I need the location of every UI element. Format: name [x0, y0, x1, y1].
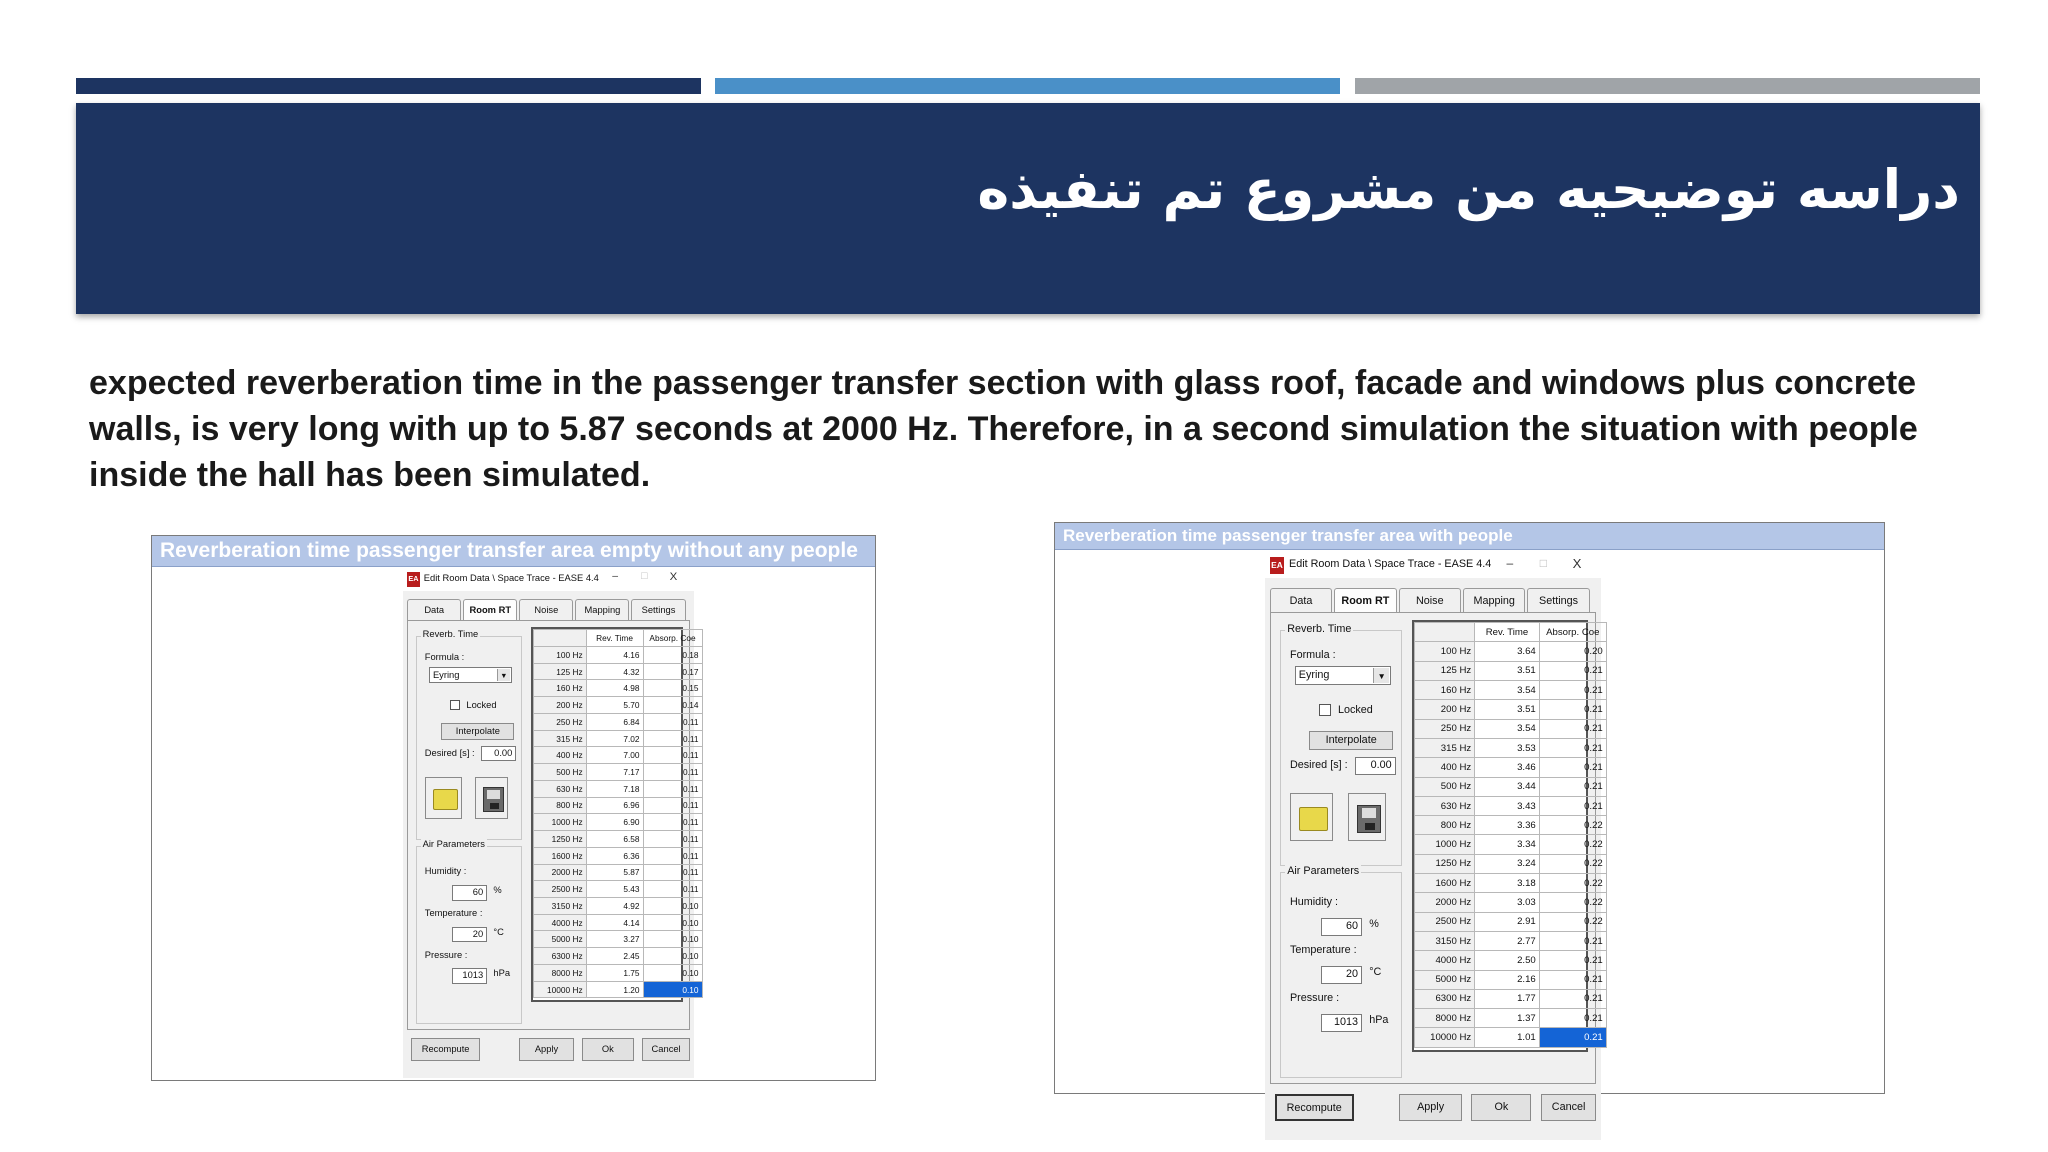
table-row[interactable] [533, 713, 702, 730]
rev-time-cell[interactable]: 3.54 [1475, 719, 1540, 738]
table-row[interactable] [1415, 854, 1606, 873]
tab-panel-room-rt [1270, 612, 1603, 1084]
frequency-cell: 1250 Hz [1415, 854, 1475, 873]
table-row[interactable] [1415, 738, 1606, 757]
table-row[interactable] [1415, 989, 1606, 1008]
frequency-cell: 4000 Hz [533, 914, 586, 931]
rev-time-cell[interactable]: 7.18 [586, 780, 643, 797]
frequency-cell: 1250 Hz [533, 831, 586, 848]
frequency-cell: 2500 Hz [1415, 912, 1475, 931]
table-row[interactable] [1415, 931, 1606, 950]
body-line: inside the hall has been simulated. [89, 456, 651, 494]
temperature-input[interactable]: 20 [1321, 966, 1362, 984]
body-line: walls, is very long with up to 5.87 seconds at 2000 Hz. Therefore, in a second simulation the situation with people [89, 410, 1918, 448]
desired-input[interactable]: 0.00 [1355, 757, 1396, 775]
tab-room-rt[interactable]: Room RT [463, 599, 517, 620]
frequency-cell: 800 Hz [1415, 816, 1475, 835]
ok-button[interactable]: Ok [582, 1038, 634, 1061]
table-header-row [533, 630, 702, 647]
rev-time-cell[interactable]: 3.43 [1475, 796, 1540, 815]
frequency-cell: 1600 Hz [533, 847, 586, 864]
tab-settings[interactable]: Settings [1527, 588, 1589, 612]
title-banner [76, 103, 1980, 314]
frequency-cell: 1000 Hz [1415, 835, 1475, 854]
rev-time-cell[interactable]: 4.32 [586, 663, 643, 680]
temperature-label: Temperature : [1289, 944, 1357, 957]
frequency-cell: 200 Hz [533, 697, 586, 714]
table-row[interactable] [533, 814, 702, 831]
humidity-label: Humidity : [424, 866, 467, 877]
rev-time-cell[interactable]: 7.02 [586, 730, 643, 747]
frequency-cell: 200 Hz [1415, 700, 1475, 719]
table-row[interactable] [1415, 796, 1606, 815]
frequency-cell: 8000 Hz [533, 964, 586, 981]
table-row[interactable] [533, 948, 702, 965]
rev-time-cell[interactable]: 6.36 [586, 847, 643, 864]
absorp-coeff-cell[interactable]: 0.11 [643, 713, 702, 730]
table-row[interactable] [533, 747, 702, 764]
ok-button[interactable]: Ok [1471, 1094, 1531, 1120]
rev-time-cell[interactable]: 3.46 [1475, 758, 1540, 777]
reverb-time-group-label: Reverb. Time [422, 629, 479, 640]
tab-data[interactable]: Data [1270, 588, 1332, 612]
absorp-coeff-cell[interactable]: 0.22 [1539, 874, 1606, 893]
table-row[interactable] [1415, 912, 1606, 931]
chevron-down-icon[interactable]: ▼ [1373, 668, 1388, 683]
rev-time-cell[interactable]: 3.18 [1475, 874, 1540, 893]
open-file-button[interactable] [425, 777, 462, 819]
tab-data[interactable]: Data [407, 599, 461, 620]
absorp-coeff-cell[interactable]: 0.21 [1539, 796, 1606, 815]
interpolate-button[interactable]: Interpolate [441, 723, 514, 740]
frequency-cell: 160 Hz [1415, 681, 1475, 700]
table-row[interactable] [533, 646, 702, 663]
tab-noise[interactable]: Noise [1399, 588, 1461, 612]
floppy-shutter [490, 803, 498, 809]
frequency-cell: 315 Hz [1415, 738, 1475, 757]
absorp-coeff-cell[interactable]: 0.10 [643, 964, 702, 981]
absorp-coeff-cell[interactable]: 0.21 [1539, 1028, 1606, 1047]
formula-select[interactable] [429, 667, 512, 684]
rev-time-cell[interactable]: 3.36 [1475, 816, 1540, 835]
absorp-coeff-cell[interactable]: 0.22 [1539, 912, 1606, 931]
table-row[interactable] [533, 897, 702, 914]
rev-time-cell[interactable]: 1.37 [1475, 1009, 1540, 1028]
locked-label: Locked [466, 700, 497, 711]
frequency-cell: 630 Hz [1415, 796, 1475, 815]
reverb-time-grid [533, 629, 703, 998]
absorp-coeff-cell[interactable]: 0.11 [643, 764, 702, 781]
reverb-time-group-label: Reverb. Time [1287, 622, 1352, 635]
frequency-cell: 10000 Hz [533, 981, 586, 998]
floppy-disk-icon [1357, 805, 1381, 833]
absorp-coeff-cell[interactable]: 0.22 [1539, 816, 1606, 835]
absorp-coeff-cell[interactable]: 0.22 [1539, 854, 1606, 873]
close-button[interactable]: X [669, 571, 678, 584]
rev-time-cell[interactable]: 3.64 [1475, 642, 1540, 661]
dialog-titlebar [403, 568, 694, 591]
table-row[interactable] [533, 797, 702, 814]
absorp-coeff-cell[interactable]: 0.11 [643, 797, 702, 814]
rev-time-cell[interactable]: 6.90 [586, 814, 643, 831]
absorp-coeff-cell[interactable]: 0.17 [643, 663, 702, 680]
tab-strip [407, 599, 687, 620]
temperature-unit: °C [493, 926, 504, 937]
interpolate-button[interactable]: Interpolate [1309, 731, 1393, 750]
absorp-coeff-cell[interactable]: 0.15 [643, 680, 702, 697]
table-row[interactable] [1415, 835, 1606, 854]
apply-button[interactable]: Apply [519, 1038, 573, 1061]
rev-time-cell[interactable]: 3.54 [1475, 681, 1540, 700]
absorp-coeff-cell[interactable]: 0.21 [1539, 738, 1606, 757]
absorp-coeff-cell[interactable]: 0.21 [1539, 1009, 1606, 1028]
frequency-cell: 3150 Hz [533, 897, 586, 914]
table-row[interactable] [1415, 661, 1606, 680]
absorp-coeff-cell[interactable]: 0.10 [643, 948, 702, 965]
absorp-coeff-cell[interactable]: 0.21 [1539, 719, 1606, 738]
floppy-label [487, 790, 499, 798]
absorp-coeff-cell[interactable]: 0.20 [1539, 642, 1606, 661]
rev-time-cell[interactable]: 7.17 [586, 764, 643, 781]
absorp-coeff-header: Absorp. Coe [1539, 623, 1606, 642]
formula-value: Eyring [432, 669, 460, 680]
pressure-input[interactable]: 1013 [452, 968, 487, 984]
absorp-coeff-cell[interactable]: 0.11 [643, 747, 702, 764]
corner-header [533, 630, 586, 647]
rev-time-cell[interactable]: 4.16 [586, 646, 643, 663]
absorp-coeff-cell[interactable]: 0.11 [643, 780, 702, 797]
screenshot-1 [151, 535, 876, 1081]
absorp-coeff-cell[interactable]: 0.11 [643, 831, 702, 848]
reverb-time-grid [1414, 622, 1606, 1048]
cancel-button[interactable]: Cancel [1541, 1094, 1596, 1120]
table-row[interactable] [1415, 970, 1606, 989]
desired-input[interactable]: 0.00 [481, 746, 516, 762]
temperature-unit: °C [1369, 965, 1382, 978]
table-row[interactable] [533, 764, 702, 781]
maximize-button[interactable]: □ [1539, 555, 1548, 570]
rev-time-cell[interactable]: 2.50 [1475, 951, 1540, 970]
table-row[interactable] [1415, 816, 1606, 835]
frequency-cell: 125 Hz [533, 663, 586, 680]
absorp-coeff-cell[interactable]: 0.10 [643, 914, 702, 931]
app-icon: EA [407, 572, 419, 587]
absorp-coeff-cell[interactable]: 0.10 [643, 981, 702, 998]
table-row[interactable] [533, 831, 702, 848]
frequency-cell: 1000 Hz [533, 814, 586, 831]
table-row[interactable] [533, 914, 702, 931]
frequency-cell: 800 Hz [533, 797, 586, 814]
frequency-cell: 1600 Hz [1415, 874, 1475, 893]
air-parameters-group-label: Air Parameters [422, 839, 485, 850]
formula-select[interactable] [1295, 666, 1391, 685]
app-icon: EA [1270, 557, 1284, 574]
dialog-titlebar [1265, 552, 1601, 578]
frequency-cell: 4000 Hz [1415, 951, 1475, 970]
rev-time-cell[interactable]: 3.53 [1475, 738, 1540, 757]
recompute-button[interactable]: Recompute [411, 1038, 480, 1061]
frequency-cell: 250 Hz [1415, 719, 1475, 738]
save-file-button[interactable] [1348, 793, 1386, 841]
frequency-cell: 400 Hz [1415, 758, 1475, 777]
temperature-label: Temperature : [424, 908, 483, 919]
pressure-input[interactable]: 1013 [1321, 1014, 1362, 1032]
rev-time-cell[interactable]: 2.16 [1475, 970, 1540, 989]
table-row[interactable] [1415, 1028, 1606, 1047]
rev-time-cell[interactable]: 7.00 [586, 747, 643, 764]
accent-bar-blue [715, 78, 1340, 94]
dialog-title: Edit Room Data \ Space Trace - EASE 4.4 [423, 573, 599, 584]
table-row[interactable] [1415, 758, 1606, 777]
frequency-cell: 400 Hz [533, 747, 586, 764]
humidity-input[interactable]: 60 [1321, 918, 1362, 936]
absorp-coeff-cell[interactable]: 0.21 [1539, 970, 1606, 989]
humidity-unit: % [1369, 917, 1379, 930]
table-row[interactable] [533, 730, 702, 747]
slide-title: دراسه توضيحيه من مشروع تم تنفيذه [977, 158, 1960, 221]
absorp-coeff-cell[interactable]: 0.11 [643, 881, 702, 898]
save-file-button[interactable] [475, 777, 508, 819]
rev-time-cell[interactable]: 6.84 [586, 713, 643, 730]
rev-time-cell[interactable]: 1.77 [1475, 989, 1540, 1008]
humidity-input[interactable]: 60 [452, 885, 487, 901]
table-row[interactable] [533, 680, 702, 697]
accent-bar-dark [76, 78, 701, 94]
air-parameters-group-label: Air Parameters [1287, 865, 1360, 877]
frequency-cell: 3150 Hz [1415, 931, 1475, 950]
absorp-coeff-cell[interactable]: 0.21 [1539, 777, 1606, 796]
frequency-cell: 125 Hz [1415, 661, 1475, 680]
tab-mapping[interactable]: Mapping [575, 599, 629, 620]
maximize-button[interactable]: □ [641, 571, 648, 583]
table-row[interactable] [533, 697, 702, 714]
pressure-label: Pressure : [1289, 992, 1340, 1005]
absorp-coeff-cell[interactable]: 0.21 [1539, 931, 1606, 950]
tab-settings[interactable]: Settings [631, 599, 685, 620]
table-row[interactable] [1415, 951, 1606, 970]
absorp-coeff-cell[interactable]: 0.14 [643, 697, 702, 714]
rev-time-cell[interactable]: 2.91 [1475, 912, 1540, 931]
rev-time-cell[interactable]: 5.43 [586, 881, 643, 898]
rev-time-cell[interactable]: 5.87 [586, 864, 643, 881]
pressure-label: Pressure : [424, 949, 468, 960]
absorp-coeff-cell[interactable]: 0.21 [1539, 681, 1606, 700]
table-row[interactable] [1415, 777, 1606, 796]
frequency-cell: 5000 Hz [533, 931, 586, 948]
absorp-coeff-header: Absorp. Coe [643, 630, 702, 647]
locked-label: Locked [1337, 704, 1373, 717]
locked-checkbox[interactable] [1319, 704, 1331, 716]
tab-noise[interactable]: Noise [519, 599, 573, 620]
reverb-time-table[interactable] [531, 627, 699, 1001]
rev-time-cell[interactable]: 4.92 [586, 897, 643, 914]
frequency-cell: 8000 Hz [1415, 1009, 1475, 1028]
frequency-cell: 2000 Hz [533, 864, 586, 881]
locked-checkbox[interactable] [450, 700, 460, 710]
absorp-coeff-cell[interactable]: 0.11 [643, 864, 702, 881]
table-row[interactable] [1415, 681, 1606, 700]
rev-time-cell[interactable]: 3.34 [1475, 835, 1540, 854]
frequency-cell: 6300 Hz [1415, 989, 1475, 1008]
tab-room-rt[interactable]: Room RT [1334, 588, 1396, 612]
rev-time-cell[interactable]: 5.70 [586, 697, 643, 714]
formula-label: Formula : [1289, 649, 1336, 661]
absorp-coeff-cell[interactable]: 0.10 [643, 897, 702, 914]
table-row[interactable] [1415, 1009, 1606, 1028]
rev-time-header: Rev. Time [586, 630, 643, 647]
screenshot-caption: Reverberation time passenger transfer area with people [1055, 523, 1884, 550]
corner-header [1415, 623, 1475, 642]
chevron-down-icon[interactable]: ▼ [497, 669, 510, 682]
frequency-cell: 630 Hz [533, 780, 586, 797]
rev-time-cell[interactable]: 1.01 [1475, 1028, 1540, 1047]
table-row[interactable] [533, 981, 702, 998]
frequency-cell: 2500 Hz [533, 881, 586, 898]
absorp-coeff-cell[interactable]: 0.22 [1539, 835, 1606, 854]
body-paragraph [89, 360, 1989, 498]
floppy-disk-icon [483, 787, 504, 812]
absorp-coeff-cell[interactable]: 0.21 [1539, 758, 1606, 777]
frequency-cell: 100 Hz [533, 646, 586, 663]
table-row[interactable] [533, 881, 702, 898]
rev-time-cell[interactable]: 3.03 [1475, 893, 1540, 912]
absorp-coeff-cell[interactable]: 0.21 [1539, 989, 1606, 1008]
minimize-button[interactable]: – [612, 571, 619, 583]
apply-button[interactable]: Apply [1399, 1094, 1461, 1120]
rev-time-cell[interactable]: 2.77 [1475, 931, 1540, 950]
table-row[interactable] [1415, 874, 1606, 893]
frequency-cell: 250 Hz [533, 713, 586, 730]
absorp-coeff-cell[interactable]: 0.10 [643, 931, 702, 948]
formula-value: Eyring [1298, 668, 1330, 681]
table-row[interactable] [533, 964, 702, 981]
frequency-cell: 500 Hz [1415, 777, 1475, 796]
rev-time-cell[interactable]: 3.51 [1475, 700, 1540, 719]
table-row[interactable] [533, 864, 702, 881]
absorp-coeff-cell[interactable]: 0.21 [1539, 661, 1606, 680]
table-row[interactable] [533, 780, 702, 797]
humidity-unit: % [493, 885, 502, 896]
frequency-cell: 100 Hz [1415, 642, 1475, 661]
frequency-cell: 2000 Hz [1415, 893, 1475, 912]
table-row[interactable] [1415, 642, 1606, 661]
tab-panel-room-rt [407, 620, 699, 1030]
body-line: expected reverberation time in the passenger transfer section with glass roof, facade and windows plus concrete [89, 364, 1917, 402]
rev-time-cell[interactable]: 1.75 [586, 964, 643, 981]
screenshot-2 [1054, 522, 1885, 1115]
frequency-cell: 500 Hz [533, 764, 586, 781]
table-row[interactable] [533, 931, 702, 948]
absorp-coeff-cell[interactable]: 0.21 [1539, 951, 1606, 970]
edit-room-data-dialog [1265, 552, 1601, 1140]
floppy-label [1362, 808, 1376, 818]
absorp-coeff-cell[interactable]: 0.22 [1539, 893, 1606, 912]
absorp-coeff-cell[interactable]: 0.11 [643, 730, 702, 747]
rev-time-cell[interactable]: 6.96 [586, 797, 643, 814]
accent-bar-gray [1355, 78, 1980, 94]
minimize-button[interactable]: – [1506, 555, 1514, 570]
rev-time-header: Rev. Time [1475, 623, 1540, 642]
pressure-unit: hPa [493, 968, 511, 979]
edit-room-data-dialog [403, 568, 699, 1078]
absorp-coeff-cell[interactable]: 0.11 [643, 847, 702, 864]
tab-mapping[interactable]: Mapping [1463, 588, 1525, 612]
pressure-unit: hPa [1369, 1013, 1389, 1026]
recompute-button[interactable]: Recompute [1275, 1094, 1354, 1120]
rev-time-cell[interactable]: 3.44 [1475, 777, 1540, 796]
formula-label: Formula : [424, 652, 465, 663]
rev-time-cell[interactable]: 3.51 [1475, 661, 1540, 680]
frequency-cell: 160 Hz [533, 680, 586, 697]
cancel-button[interactable]: Cancel [642, 1038, 690, 1061]
table-row[interactable] [1415, 893, 1606, 912]
close-button[interactable]: X [1572, 555, 1582, 571]
floppy-shutter [1365, 823, 1375, 830]
dialog-title: Edit Room Data \ Space Trace - EASE 4.4 [1289, 558, 1492, 570]
rev-time-cell[interactable]: 3.27 [586, 931, 643, 948]
table-row[interactable] [1415, 719, 1606, 738]
rev-time-cell[interactable]: 4.98 [586, 680, 643, 697]
table-row[interactable] [533, 847, 702, 864]
desired-label: Desired [s] : [424, 747, 475, 758]
table-row[interactable] [1415, 700, 1606, 719]
open-file-button[interactable] [1290, 793, 1333, 841]
frequency-cell: 6300 Hz [533, 948, 586, 965]
folder-icon [1299, 807, 1327, 831]
absorp-coeff-cell[interactable]: 0.21 [1539, 700, 1606, 719]
reverb-time-table[interactable] [1412, 620, 1603, 1052]
rev-time-cell[interactable]: 1.20 [586, 981, 643, 998]
absorp-coeff-cell[interactable]: 0.18 [643, 646, 702, 663]
frequency-cell: 10000 Hz [1415, 1028, 1475, 1047]
screenshot-caption: Reverberation time passenger transfer area empty without any people [152, 536, 875, 567]
folder-icon [433, 789, 458, 810]
rev-time-cell[interactable]: 6.58 [586, 831, 643, 848]
temperature-input[interactable]: 20 [452, 927, 487, 943]
absorp-coeff-cell[interactable]: 0.11 [643, 814, 702, 831]
frequency-cell: 315 Hz [533, 730, 586, 747]
tab-strip [1270, 588, 1592, 612]
rev-time-cell[interactable]: 3.24 [1475, 854, 1540, 873]
desired-label: Desired [s] : [1289, 759, 1348, 772]
frequency-cell: 5000 Hz [1415, 970, 1475, 989]
table-header-row [1415, 623, 1606, 642]
humidity-label: Humidity : [1289, 896, 1338, 909]
table-row[interactable] [533, 663, 702, 680]
rev-time-cell[interactable]: 2.45 [586, 948, 643, 965]
rev-time-cell[interactable]: 4.14 [586, 914, 643, 931]
